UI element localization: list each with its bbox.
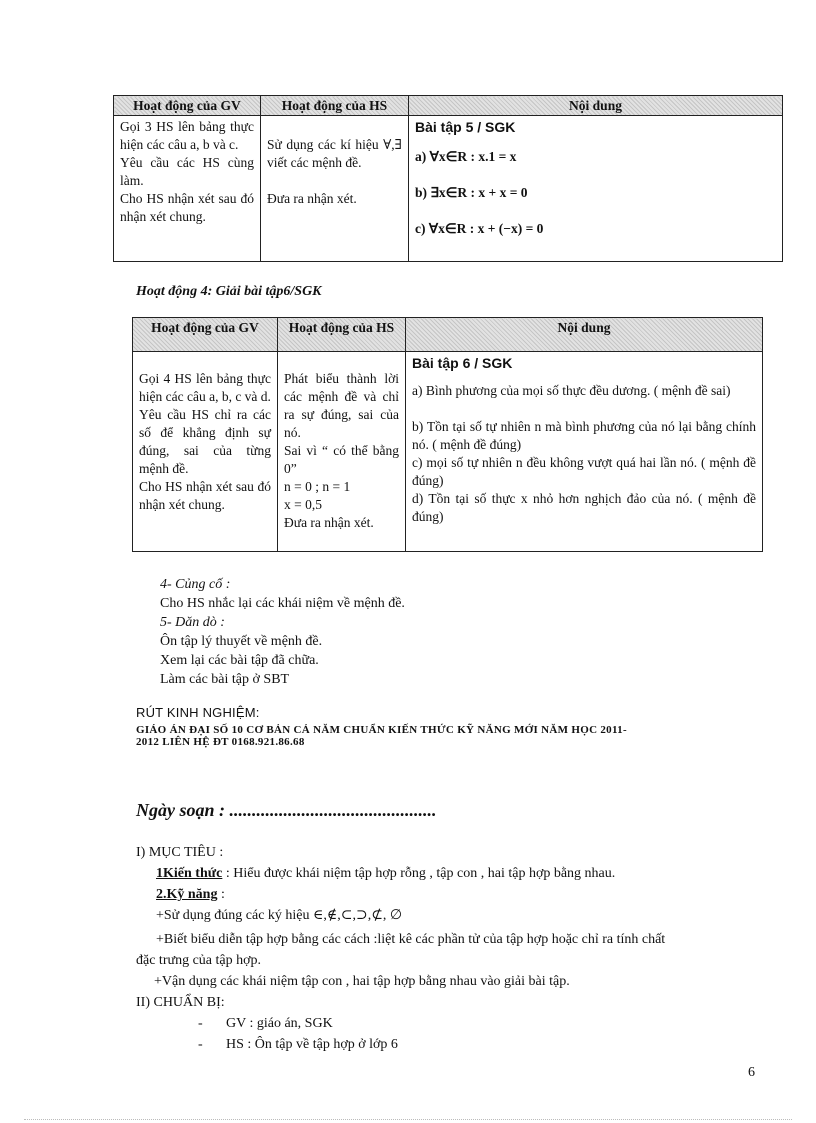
dan-do-line: Xem lại các bài tập đã chữa. <box>160 653 319 668</box>
table-bai-tap-5 <box>113 95 783 262</box>
ky-nang-colon: : <box>217 887 225 902</box>
cung-co-label: 4- Củng cố : <box>160 577 231 592</box>
dan-do-label: 5- Dăn dò : <box>160 615 225 630</box>
table1-hs-cell <box>261 116 409 262</box>
table2-content-cell <box>406 352 763 552</box>
ky-nang-label: 2.Kỹ năng <box>156 887 218 902</box>
advert-line: 2012 LIÊN HỆ ĐT 0168.921.86.68 <box>136 736 305 748</box>
table2-hs-line: Sai vì “ có thể bằng 0” <box>284 443 399 476</box>
page-number: 6 <box>748 1065 755 1080</box>
advert-text <box>136 724 756 748</box>
ky-nang-item: đặc trưng của tập hợp. <box>136 953 262 968</box>
table2-gv-line: Yêu cầu HS chỉ ra các số để khẳng định sự đúng, sai của từng mệnh đề. <box>139 407 271 476</box>
muc-tieu-section <box>136 842 776 1055</box>
table1-item-c: c) ∀x∈R : x + (−x) = 0 <box>415 221 544 236</box>
chuan-bi-item: - HS : Ôn tập về tập hợp ở lớp 6 <box>198 1037 398 1052</box>
cung-co-section <box>160 575 405 689</box>
table1-header-content: Nội dung <box>409 96 783 116</box>
ky-nang-item: +Vận dụng các khái niệm tập con , hai tập hợp bằng nhau vào giải bài tập. <box>154 974 570 989</box>
table1-gv-cell <box>114 116 261 262</box>
dan-do-line: Ôn tập lý thuyết về mệnh đề. <box>160 634 323 649</box>
chuan-bi-item-text: GV : giáo án, SGK <box>226 1016 333 1031</box>
chuan-bi-title: II) CHUẨN BỊ: <box>136 995 225 1010</box>
table1-gv-line: Cho HS nhận xét sau đó nhận xét chung. <box>120 191 254 224</box>
table2-header-content: Nội dung <box>406 318 763 352</box>
table1-item-a: a) ∀x∈R : x.1 = x <box>415 149 517 164</box>
rut-kinh-nghiem: RÚT KINH NGHIỆM: <box>136 705 260 720</box>
kien-thuc-text: : Hiểu được khái niệm tập hợp rỗng , tập con , hai tập hợp bằng nhau. <box>222 866 616 881</box>
table2-item-a: a) Bình phương của mọi số thực đều dương. ( mệnh đề sai) <box>412 383 731 398</box>
activity-4-title: Hoạt động 4: Giải bài tập6/SGK <box>136 284 322 299</box>
table1-gv-line: Yêu cầu các HS cùng làm. <box>120 155 254 188</box>
table2-gv-cell <box>133 352 278 552</box>
advert-line: GIÁO ÁN ĐẠI SỐ 10 CƠ BẢN CẢ NĂM CHUẨN KIẾN THỨC KỸ NĂNG MỚI NĂM HỌC 2011- <box>136 724 627 736</box>
ky-nang-line <box>136 884 776 905</box>
dan-do-line: Làm các bài tập ở SBT <box>160 672 290 687</box>
table2-item-b: b) Tồn tại số tự nhiên n mà bình phương của nó lại bằng chính nó. ( mệnh đề đúng) <box>412 419 756 452</box>
table1-hs-line: Sử dụng các kí hiệu ∀,∃ viết các mệnh đề. <box>267 137 402 170</box>
table1-item-b: b) ∃x∈R : x + x = 0 <box>415 185 528 200</box>
table1-header-gv: Hoạt động của GV <box>114 96 261 116</box>
table-bai-tap-6 <box>132 317 763 552</box>
muc-tieu-title: I) MỤC TIÊU : <box>136 845 224 860</box>
table1-gv-line: Gọi 3 HS lên bảng thực hiện các câu a, b và c. <box>120 119 254 152</box>
table1-header-hs: Hoạt động của HS <box>261 96 409 116</box>
ky-nang-item: +Biết biểu diễn tập hợp bằng các cách :liệt kê các phần tử của tập hợp hoặc chỉ ra tính chất <box>156 932 666 947</box>
table2-hs-line: Đưa ra nhận xét. <box>284 515 374 530</box>
table2-hs-line: n = 0 ; n = 1 <box>284 479 351 494</box>
table1-title: Bài tập 5 / SGK <box>415 119 516 135</box>
table2-header-gv: Hoạt động của GV <box>133 318 278 352</box>
table2-item-c: c) mọi số tự nhiên n đều không vượt quá hai lần nó. ( mệnh đề đúng) <box>412 455 756 488</box>
table2-hs-cell <box>278 352 406 552</box>
table1-content-cell <box>409 116 783 262</box>
kien-thuc-line <box>136 863 776 884</box>
table2-item-d: d) Tồn tại số thực x nhỏ hơn nghịch đảo của nó. ( mệnh đề đúng) <box>412 491 756 524</box>
table2-gv-line: Cho HS nhận xét sau đó nhận xét chung. <box>139 479 271 512</box>
kien-thuc-label: 1Kiến thức <box>156 866 223 881</box>
footer-divider <box>24 1119 792 1120</box>
cung-co-text: Cho HS nhắc lại các khái niệm về mệnh đề. <box>160 596 405 611</box>
chuan-bi-item: - GV : giáo án, SGK <box>198 1016 333 1031</box>
chuan-bi-item-text: HS : Ôn tập về tập hợp ở lớp 6 <box>226 1037 398 1052</box>
table2-gv-line: Gọi 4 HS lên bảng thực hiện các câu a, b, c và d. <box>139 371 271 404</box>
table2-hs-line: Phát biểu thành lời các mệnh đề và chỉ ra sự đúng, sai của nó. <box>284 371 399 440</box>
ky-nang-item: +Sử dụng đúng các ký hiệu ∈,∉,⊂,⊃,⊄, ∅ <box>156 908 403 923</box>
table1-hs-line: Đưa ra nhận xét. <box>267 191 357 206</box>
table2-hs-line: x = 0,5 <box>284 497 322 512</box>
table2-header-hs: Hoạt động của HS <box>278 318 406 352</box>
table2-title: Bài tập 6 / SGK <box>412 355 513 371</box>
ngay-soan: Ngày soạn : .............................................. <box>136 800 437 820</box>
